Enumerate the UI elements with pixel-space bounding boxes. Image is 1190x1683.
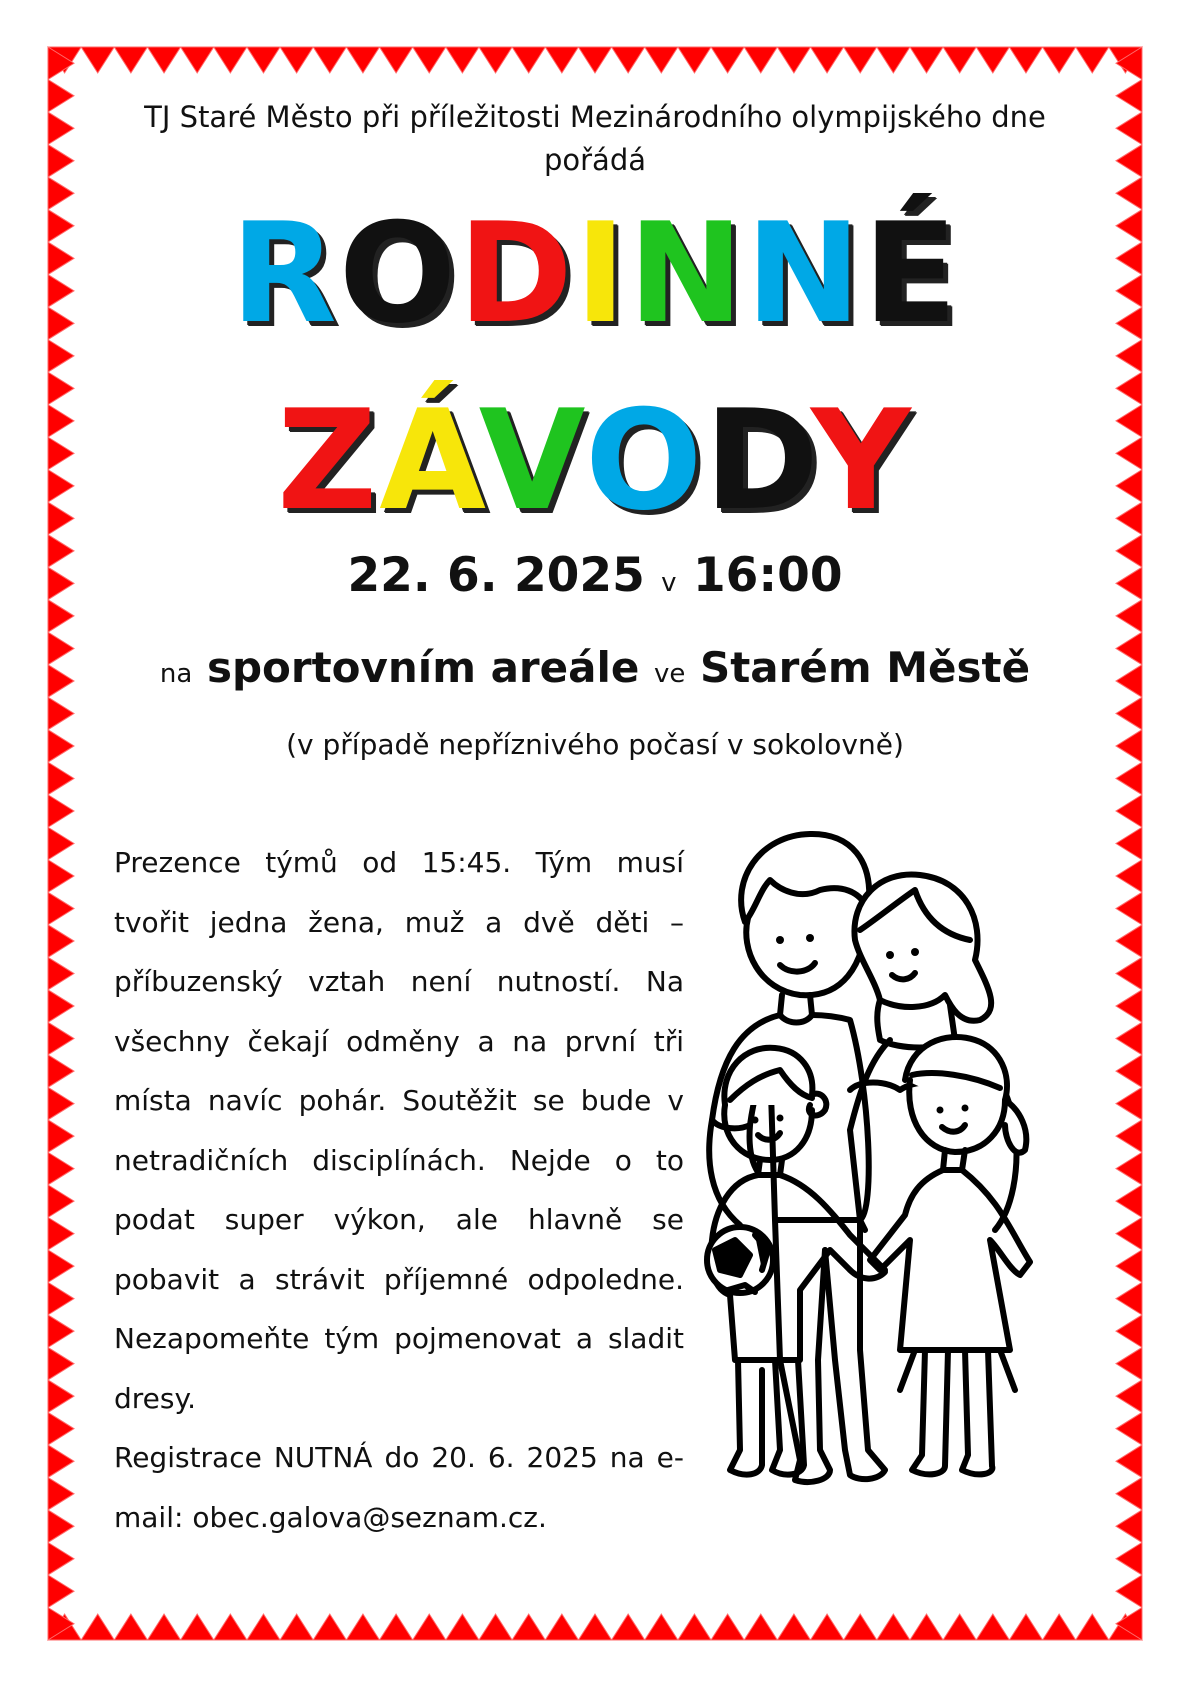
title2-letter-4: O (585, 380, 705, 541)
border-triangle-bottom (976, 1614, 1009, 1640)
border-triangle-bottom (744, 1614, 777, 1640)
border-triangle-left (48, 1250, 74, 1283)
border-triangle-left (48, 1282, 74, 1315)
border-triangle-top (181, 47, 214, 73)
border-triangle-right (1116, 1315, 1142, 1348)
border-triangle-right (1116, 1022, 1142, 1055)
border-triangle-bottom (446, 1614, 479, 1640)
border-triangle-bottom (313, 1614, 346, 1640)
place-main: sportovním areále (206, 643, 640, 692)
border-triangle-bottom (413, 1614, 446, 1640)
border-triangle-top (578, 47, 611, 73)
border-triangle-bottom (1009, 1614, 1042, 1640)
border-triangle-top (114, 47, 147, 73)
border-triangle-right (1116, 1185, 1142, 1218)
border-triangle-bottom (1076, 1614, 1109, 1640)
border-triangle-left (48, 1055, 74, 1088)
border-triangle-left (48, 762, 74, 795)
border-triangle-right (1116, 1380, 1142, 1413)
border-triangle-bottom (380, 1614, 413, 1640)
place-prefix: na (159, 659, 193, 689)
border-triangle-top (512, 47, 545, 73)
border-triangle-top (380, 47, 413, 73)
border-triangle-right (1116, 1250, 1142, 1283)
border-triangle-right (1116, 827, 1142, 860)
border-triangle-right (1116, 957, 1142, 990)
date-time-joiner: v (661, 568, 677, 598)
border-triangle-right (1116, 1445, 1142, 1478)
border-triangle-right (1116, 762, 1142, 795)
border-triangle-bottom (645, 1614, 678, 1640)
border-triangle-top (844, 47, 877, 73)
border-triangle-top (280, 47, 313, 73)
event-date: 22. 6. 2025 (347, 548, 645, 603)
border-triangle-right (1116, 860, 1142, 893)
title2-letter-3: V (478, 380, 586, 541)
body-text (114, 833, 684, 1547)
border-triangle-top (910, 47, 943, 73)
border-triangle-top (1076, 47, 1109, 73)
border-triangle-bottom (181, 1614, 214, 1640)
border-triangle-left (48, 1542, 74, 1575)
border-triangle-right (1116, 990, 1142, 1023)
border-triangle-left (48, 1477, 74, 1510)
border-triangle-left (48, 600, 74, 633)
border-triangle-top (247, 47, 280, 73)
border-triangle-top (545, 47, 578, 73)
date-time-line (0, 548, 1190, 603)
border-triangle-left (48, 892, 74, 925)
border-triangle-right (1116, 1152, 1142, 1185)
place-line (0, 643, 1190, 692)
border-triangle-right (1116, 1120, 1142, 1153)
border-triangle-bottom (247, 1614, 280, 1640)
border-triangle-left (48, 1185, 74, 1218)
border-triangle-bottom (512, 1614, 545, 1640)
border-triangle-right (1116, 1055, 1142, 1088)
border-triangle-left (48, 1575, 74, 1608)
title1-letter-4: I (574, 193, 629, 354)
body-paragraph-2: Registrace NUTNÁ do 20. 6. 2025 na e-mail: obec.galova@seznam.cz. (114, 1441, 684, 1534)
border-triangle-top (777, 47, 810, 73)
border-triangle-right (1116, 1282, 1142, 1315)
border-triangle-right (1116, 340, 1142, 373)
border-triangle-top (1009, 47, 1042, 73)
title1-letter-3: D (458, 193, 575, 354)
border-triangle-right (1116, 1575, 1142, 1608)
border-triangle-top (479, 47, 512, 73)
border-triangle-bottom (114, 1614, 147, 1640)
border-triangle-bottom (910, 1614, 943, 1640)
border-triangle-top (678, 47, 711, 73)
border-triangle-left (48, 1315, 74, 1348)
border-triangle-bottom (346, 1614, 379, 1640)
border-triangle-top (346, 47, 379, 73)
border-triangle-top (810, 47, 843, 73)
title2-letter-1: Z (277, 380, 380, 541)
border-triangle-bottom (810, 1614, 843, 1640)
border-triangle-left (48, 827, 74, 860)
title1-letter-6: N (745, 193, 864, 354)
border-triangle-bottom (612, 1614, 645, 1640)
border-triangle-bottom (479, 1614, 512, 1640)
border-triangle-left (48, 1022, 74, 1055)
border-triangle-left (48, 860, 74, 893)
weather-note: (v případě nepříznivého počasí v sokolovně) (286, 728, 904, 761)
border-triangle-bottom (877, 1614, 910, 1640)
border-triangle-left (48, 925, 74, 958)
border-triangle-top (313, 47, 346, 73)
border-triangle-right (1116, 925, 1142, 958)
border-triangle-top (612, 47, 645, 73)
border-triangle-right (1116, 697, 1142, 730)
title2-letter-2: Á (379, 380, 479, 541)
title1-letter-5: N (628, 193, 746, 354)
border-triangle-top (877, 47, 910, 73)
border-triangle-bottom (578, 1614, 611, 1640)
title1-letter-7: É (863, 193, 960, 354)
border-triangle-bottom (214, 1614, 247, 1640)
intro-line-2: pořádá (543, 143, 647, 177)
border-triangle-left (48, 340, 74, 373)
family-illustration-icon (700, 830, 1100, 1520)
border-triangle-right (1116, 795, 1142, 828)
title1-letter-2: O (338, 193, 459, 354)
border-triangle-right (1116, 1087, 1142, 1120)
border-triangle-bottom (280, 1614, 313, 1640)
border-triangle-left (48, 957, 74, 990)
border-triangle-top (711, 47, 744, 73)
border-triangle-right (1116, 1542, 1142, 1575)
place-town: Starém Městě (699, 643, 1031, 692)
border-triangle-left (48, 1445, 74, 1478)
border-triangle-bottom (844, 1614, 877, 1640)
title2-letter-5: D (704, 380, 811, 541)
border-triangle-bottom (81, 1614, 114, 1640)
border-triangle-left (48, 1087, 74, 1120)
border-triangle-right (1116, 1347, 1142, 1380)
border-triangle-top (147, 47, 180, 73)
event-time: 16:00 (692, 548, 843, 603)
border-triangle-top (413, 47, 446, 73)
body-paragraph-1: Prezence týmů od 15:45. Tým musí tvořit jedna žena, muž a dvě děti – příbuzenský vztah není nutností. Na všechny čekají odměny a na první tři místa navíc pohár. Soutěžit se bude v netradičních disciplínách. Nejde o to podat super výkon, ale hlavně se pobavit a strávit příjemné odpoledne. Nezapomeňte tým pojmenovat a sladit dresy. (114, 846, 684, 1415)
border-triangle-left (48, 1347, 74, 1380)
title2-letter-6: Y (810, 380, 913, 541)
border-triangle-left (48, 990, 74, 1023)
border-triangle-right (1116, 1217, 1142, 1250)
border-triangle-bottom (678, 1614, 711, 1640)
border-triangle-left (48, 1380, 74, 1413)
border-triangle-right (1116, 1412, 1142, 1445)
border-triangle-left (48, 795, 74, 828)
border-triangle-top (645, 47, 678, 73)
border-triangle-top (81, 47, 114, 73)
border-triangle-bottom (545, 1614, 578, 1640)
border-triangle-bottom (711, 1614, 744, 1640)
border-triangle-left (48, 1217, 74, 1250)
girl-figure (870, 1037, 1030, 1474)
border-triangle-top (446, 47, 479, 73)
border-triangle-left (48, 1152, 74, 1185)
border-triangle-left (48, 697, 74, 730)
border-triangle-top (976, 47, 1009, 73)
border-triangle-top (1043, 47, 1076, 73)
intro-text (0, 96, 1190, 182)
border-triangle-bottom (777, 1614, 810, 1640)
border-triangle-right (1116, 1477, 1142, 1510)
border-triangle-right (1116, 600, 1142, 633)
border-triangle-right (1116, 1510, 1142, 1543)
border-triangle-right (1116, 892, 1142, 925)
border-triangle-top (214, 47, 247, 73)
border-triangle-left (48, 1120, 74, 1153)
title-line-1 (0, 193, 1190, 354)
border-triangle-left (48, 1510, 74, 1543)
title1-letter-1: R (230, 193, 339, 354)
border-triangle-top (744, 47, 777, 73)
title-line-2 (0, 380, 1190, 541)
border-triangle-bottom (943, 1614, 976, 1640)
intro-line-1: TJ Staré Město při příležitosti Mezinárodního olympijského dne (144, 100, 1046, 134)
border-triangle-top (943, 47, 976, 73)
border-triangle-left (48, 1412, 74, 1445)
border-triangle-bottom (147, 1614, 180, 1640)
border-triangle-bottom (1043, 1614, 1076, 1640)
place-joiner: ve (653, 659, 686, 689)
